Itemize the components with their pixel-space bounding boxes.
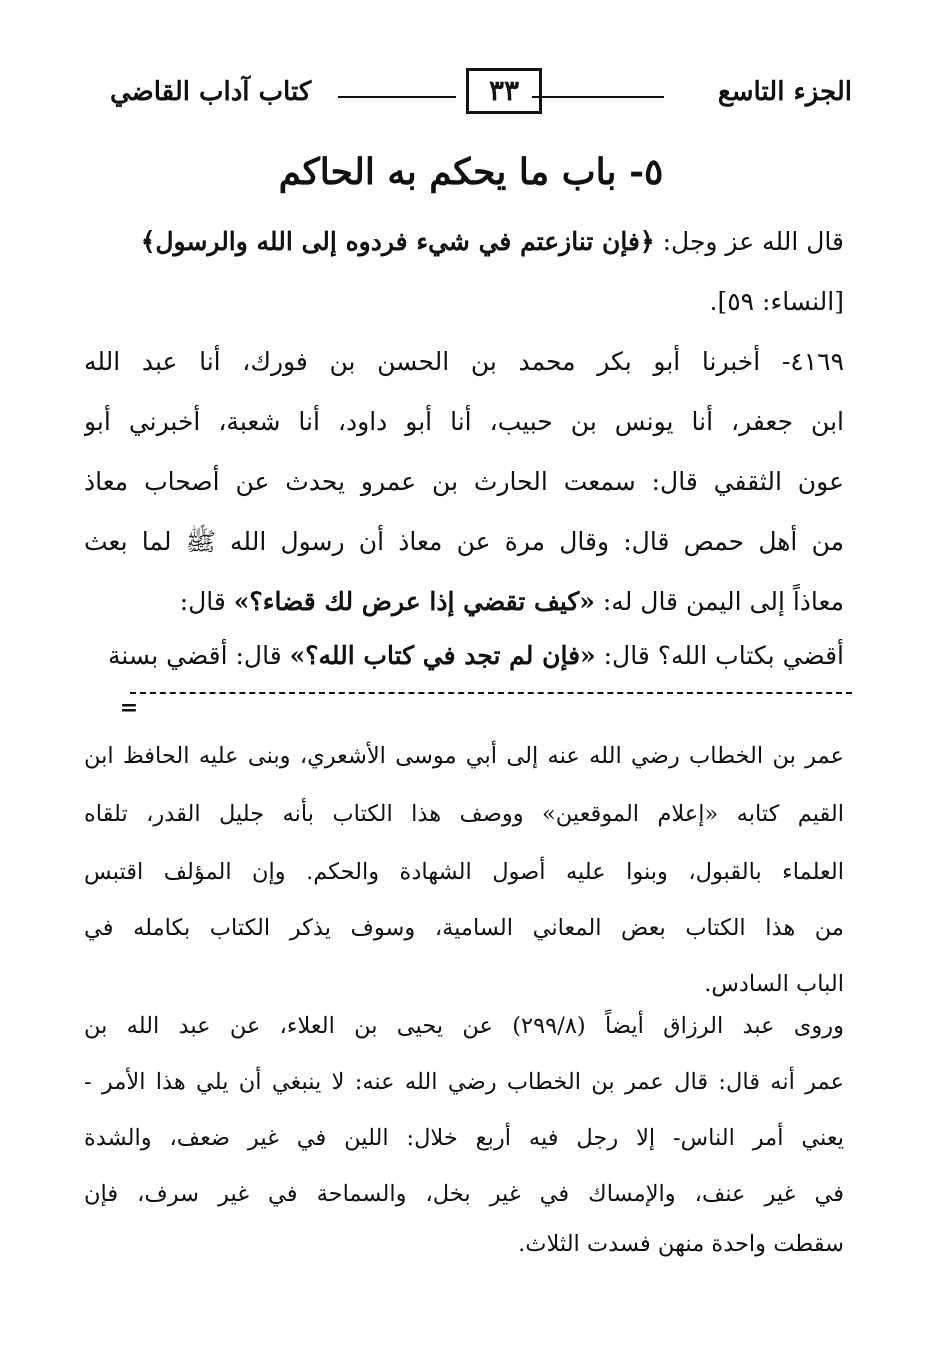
footnote-line: سقطت واحدة منهن فسدت الثلاث. <box>518 1231 844 1257</box>
continuation-mark: = <box>119 695 139 721</box>
verse-reference: [النساء: ٥٩]. <box>709 287 844 316</box>
prophet-quote: «فإن لم تجد في كتاب الله؟» <box>289 641 596 670</box>
hadith-line <box>84 578 844 628</box>
prophet-quote: «كيف تقضي إذا عرض لك قضاء؟» <box>233 587 595 616</box>
hadith-text: أقضي بكتاب الله؟ قال: <box>595 641 844 670</box>
book-title: كتاب آداب القاضي <box>110 77 312 107</box>
footnote-line: عمر أنه قال: قال عمر بن الخطاب رضي الله عنه: لا ينبغي أن يلي هذا الأمر - <box>84 1069 844 1095</box>
header-rule-right <box>532 96 664 98</box>
page-header <box>110 62 852 122</box>
footnote-line: وروى عبد الرزاق أيضاً (٢٩٩/٨) عن يحيى بن العلاء، عن عبد الله بن <box>84 1013 844 1039</box>
hadith-text: معاذاً إلى اليمن قال له: <box>594 587 844 616</box>
verse-line <box>84 218 844 268</box>
hadith-line: من أهل حمص قال: وقال مرة عن معاذ أن رسول الله ﷺ لما بعث <box>84 527 844 556</box>
footnote-line: الباب السادس. <box>704 971 844 997</box>
volume-label: الجزء التاسع <box>717 77 852 107</box>
quran-verse: ﴿فإن تنازعتم في شيء فردوه إلى الله والرسول﴾ <box>140 227 655 256</box>
footnote-line: من هذا الكتاب بعض المعاني السامية، وسوف يذكر الكتاب بكامله في <box>84 915 844 941</box>
hadith-line: ٤١٦٩- أخبرنا أبو بكر محمد بن الحسن بن فورك، أنا عبد الله <box>84 347 844 376</box>
header-rule-left <box>338 96 456 98</box>
footnote-line: العلماء بالقبول، وبنوا عليه أصول الشهادة والحكم. وإن المؤلف اقتبس <box>84 859 844 885</box>
hadith-text: قال: <box>179 587 234 616</box>
verse-intro: قال الله عز وجل: <box>654 227 844 256</box>
hadith-line <box>84 632 844 682</box>
footnote-line: القيم كتابه «إعلام الموقعين» ووصف هذا الكتاب بأنه جليل القدر، تلقاه <box>84 801 844 827</box>
footnote-line: في غير عنف، والإمساك في غير بخل، والسماحة في غير سرف، فإن <box>84 1181 844 1207</box>
footnote-separator <box>130 692 852 694</box>
hadith-line: عون الثقفي قال: سمعت الحارث بن عمرو يحدث عن أصحاب معاذ <box>84 467 844 496</box>
footnote-line: عمر بن الخطاب رضي الله عنه إلى أبي موسى الأشعري، وبنى عليه الحافظ ابن <box>84 743 844 769</box>
chapter-title: ٥- باب ما يحكم به الحاكم <box>278 151 664 193</box>
footnote-line: يعني أمر الناس- إلا رجل فيه أربع خلال: اللين في غير ضعف، والشدة <box>84 1125 844 1151</box>
hadith-line: ابن جعفر، أنا يونس بن حبيب، أنا أبو داود، أنا شعبة، أخبرني أبو <box>84 407 844 436</box>
page-number: ٣٣ <box>466 68 542 114</box>
hadith-text: قال: أقضي بسنة <box>107 641 290 670</box>
